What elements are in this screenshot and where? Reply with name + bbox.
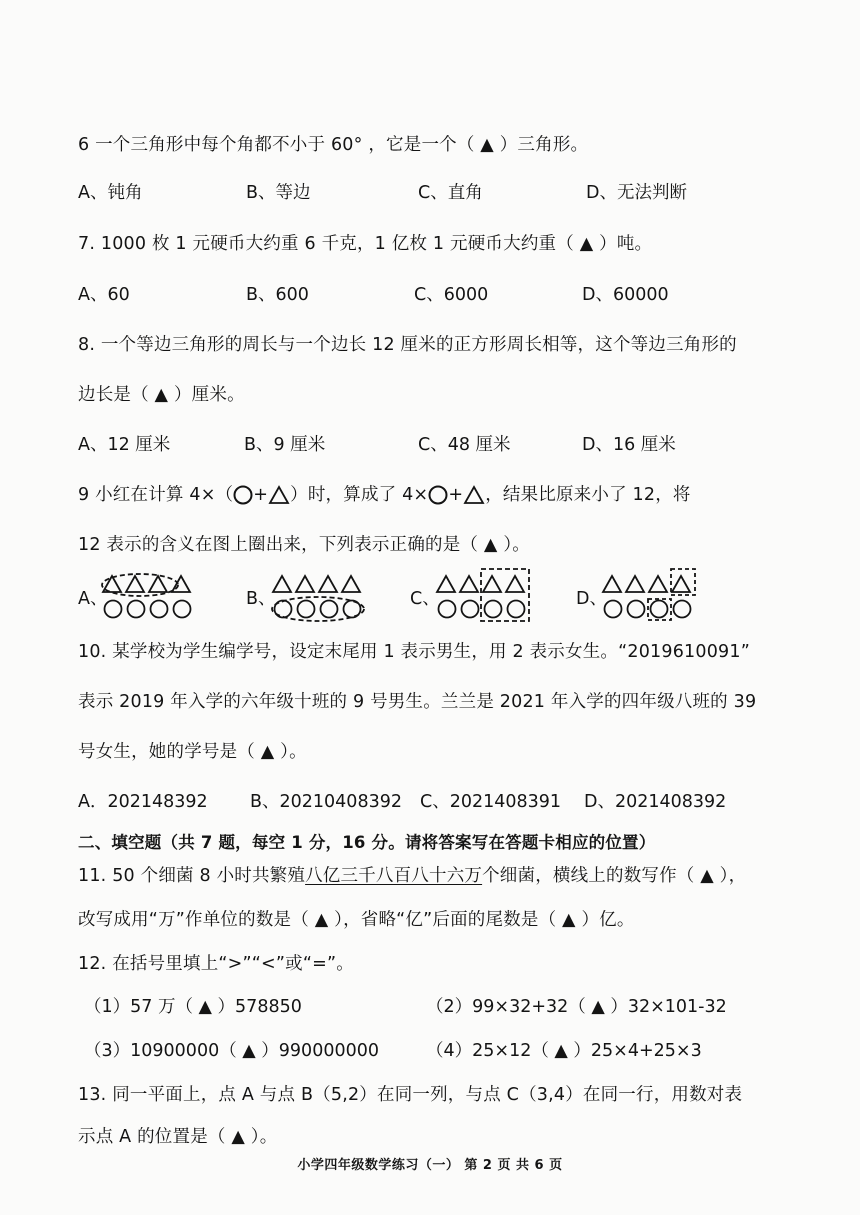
question-13-line2: 示点 A 的位置是（ ▲ ）。 bbox=[78, 1127, 278, 1147]
q8-option-a: A、12 厘米 bbox=[78, 435, 171, 455]
circle-shape-icon bbox=[428, 485, 448, 505]
q9-option-b-figure bbox=[268, 570, 374, 624]
q10-option-b: B、20210408392 bbox=[250, 792, 402, 812]
q10-option-c: C、2021408391 bbox=[420, 792, 562, 812]
q9-stem-part-e: ，结果比原来小了 12，将 bbox=[485, 485, 691, 505]
triangle-shape-icon bbox=[463, 485, 485, 505]
q6-option-b: B、等边 bbox=[246, 183, 311, 203]
q12-item-4: （4）25×12（ ▲ ）25×4+25×3 bbox=[426, 1041, 702, 1061]
q10-option-a: A．202148392 bbox=[78, 792, 208, 812]
page-footer: 小学四年级数学练习（一） 第 2 页 共 6 页 bbox=[297, 1158, 563, 1173]
q9-stem-plus-2: + bbox=[448, 485, 464, 505]
circle-shape-icon bbox=[233, 485, 253, 505]
question-8-stem-line1: 8. 一个等边三角形的周长与一个边长 12 厘米的正方形周长相等，这个等边三角形的 bbox=[78, 335, 737, 355]
q7-option-a: A、60 bbox=[78, 285, 130, 305]
q12-item-3: （3）10900000（ ▲ ）990000000 bbox=[84, 1041, 379, 1061]
triangle-shape-icon bbox=[268, 485, 290, 505]
question-11-line2: 改写成用“万”作单位的数是（ ▲ ），省略“亿”后面的尾数是（ ▲ ）亿。 bbox=[78, 910, 635, 930]
q8-option-b: B、9 厘米 bbox=[244, 435, 326, 455]
q8-option-d: D、16 厘米 bbox=[582, 435, 676, 455]
q8-option-c: C、48 厘米 bbox=[418, 435, 511, 455]
q11-line1-part-a: 11. 50 个细菌 8 小时共繁殖 bbox=[78, 866, 306, 886]
q7-option-c: C、6000 bbox=[414, 285, 489, 305]
q7-option-d: D、60000 bbox=[582, 285, 669, 305]
q9-stem-part-c: ）时，算成了 4× bbox=[290, 485, 429, 505]
q11-underlined-number: 八亿三千八百八十六万 bbox=[305, 866, 483, 886]
q12-item-2: （2）99×32+32（ ▲ ）32×101-32 bbox=[426, 997, 727, 1017]
question-10-line3: 号女生，她的学号是（ ▲ ）。 bbox=[78, 742, 307, 762]
section-2-heading: 二、填空题（共 7 题，每空 1 分，16 分。请将答案写在答题卡相应的位置） bbox=[78, 833, 656, 852]
question-10-line2: 表示 2019 年入学的六年级十班的 9 号男生。兰兰是 2021 年入学的四年级八班的 39 bbox=[78, 692, 757, 712]
question-9-stem-line1 bbox=[78, 481, 691, 506]
q9-option-c-figure bbox=[432, 566, 538, 624]
q9-stem-plus-1: + bbox=[253, 485, 269, 505]
q9-option-a-label: A、 bbox=[78, 589, 108, 609]
question-7-stem: 7. 1000 枚 1 元硬币大约重 6 千克，1 亿枚 1 元硬币大约重（ ▲ ）吨。 bbox=[78, 234, 653, 254]
q9-stem-part-a: 9 小红在计算 4×（ bbox=[78, 485, 234, 505]
q9-option-d-label: D、 bbox=[576, 589, 607, 609]
q6-option-c: C、直角 bbox=[418, 183, 483, 203]
question-10-line1: 10. 某学校为学生编学号，设定末尾用 1 表示男生，用 2 表示女生。“2019610091” bbox=[78, 642, 750, 662]
question-12-stem: 12. 在括号里填上“>”“<”或“=”。 bbox=[78, 954, 354, 974]
q11-line1-part-b: 个细菌，横线上的数写作（ ▲ ）， bbox=[482, 866, 747, 886]
q9-option-a-figure bbox=[100, 570, 206, 624]
q10-option-d: D、2021408392 bbox=[584, 792, 727, 812]
q6-option-d: D、无法判断 bbox=[586, 183, 687, 203]
q9-option-b-label: B、 bbox=[246, 589, 276, 609]
q7-option-b: B、600 bbox=[246, 285, 309, 305]
question-8-stem-line2: 边长是（ ▲ ）厘米。 bbox=[78, 385, 245, 405]
question-11-line1 bbox=[78, 862, 746, 887]
question-9-stem-line2: 12 表示的含义在图上圈出来，下列表示正确的是（ ▲ ）。 bbox=[78, 535, 530, 555]
q6-option-a: A、钝角 bbox=[78, 183, 143, 203]
question-6-stem: 6 一个三角形中每个角都不小于 60° ，它是一个（ ▲ ）三角形。 bbox=[78, 135, 589, 155]
q9-option-c-label: C、 bbox=[410, 589, 440, 609]
question-13-line1: 13. 同一平面上，点 A 与点 B（5,2）在同一列，与点 C（3,4）在同一行，用数对表 bbox=[78, 1085, 743, 1105]
q12-item-1: （1）57 万（ ▲ ）578850 bbox=[84, 997, 302, 1017]
q9-option-d-figure bbox=[598, 566, 704, 624]
